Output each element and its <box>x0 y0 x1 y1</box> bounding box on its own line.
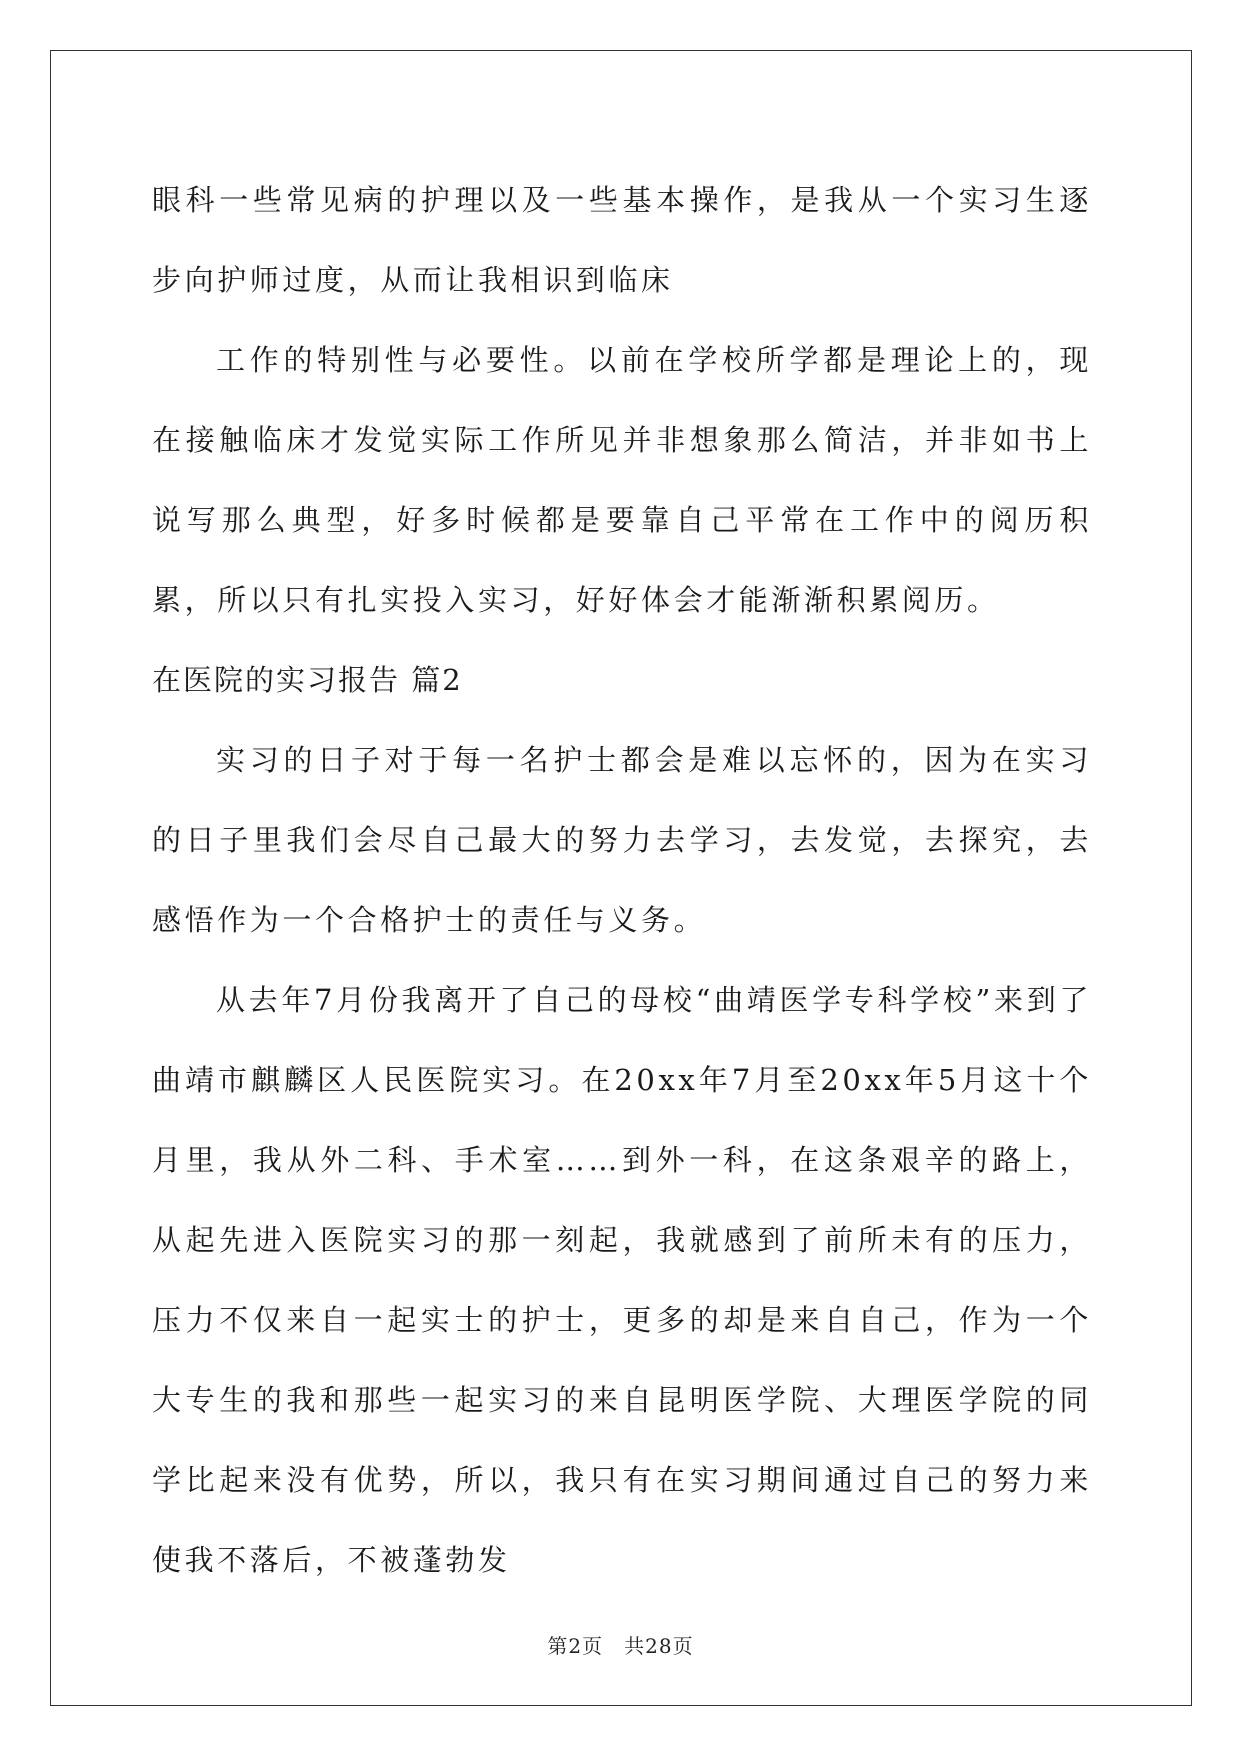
paragraph: 工作的特别性与必要性。以前在学校所学都是理论上的，现在接触临床才发觉实际工作所见并非想象那么简洁，并非如书上说写那么典型，好多时候都是要靠自己平常在工作中的阅历积累，所以只有扎实投入实习，好好体会才能渐渐积累阅历。 <box>152 343 1092 617</box>
page-number-footer: 第2页 共28页 <box>547 1634 694 1658</box>
paragraph: 实习的日子对于每一名护士都会是难以忘怀的，因为在实习的日子里我们会尽自己最大的努力去学习，去发觉，去探究，去感悟作为一个合格护士的责任与义务。 <box>152 743 1092 937</box>
document-body <box>152 160 1092 1600</box>
paragraph: 从去年7月份我离开了自己的母校“曲靖医学专科学校”来到了曲靖市麒麟区人民医院实习。在20xx年7月至20xx年5月这十个月里，我从外二科、手术室……到外一科，在这条艰辛的路上，从起先进入医院实习的那一刻起，我就感到了前所未有的压力，压力不仅来自一起实士的护士，更多的却是来自自己，作为一个大专生的我和那些一起实习的来自昆明医学院、大理医学院的同学比起来没有优势，所以，我只有在实习期间通过自己的努力来使我不落后，不被蓬勃发 <box>152 983 1092 1577</box>
paragraph: 眼科一些常见病的护理以及一些基本操作，是我从一个实习生逐步向护师过度，从而让我相识到临床 <box>152 183 1092 297</box>
section-heading: 在医院的实习报告 篇2 <box>152 663 463 697</box>
